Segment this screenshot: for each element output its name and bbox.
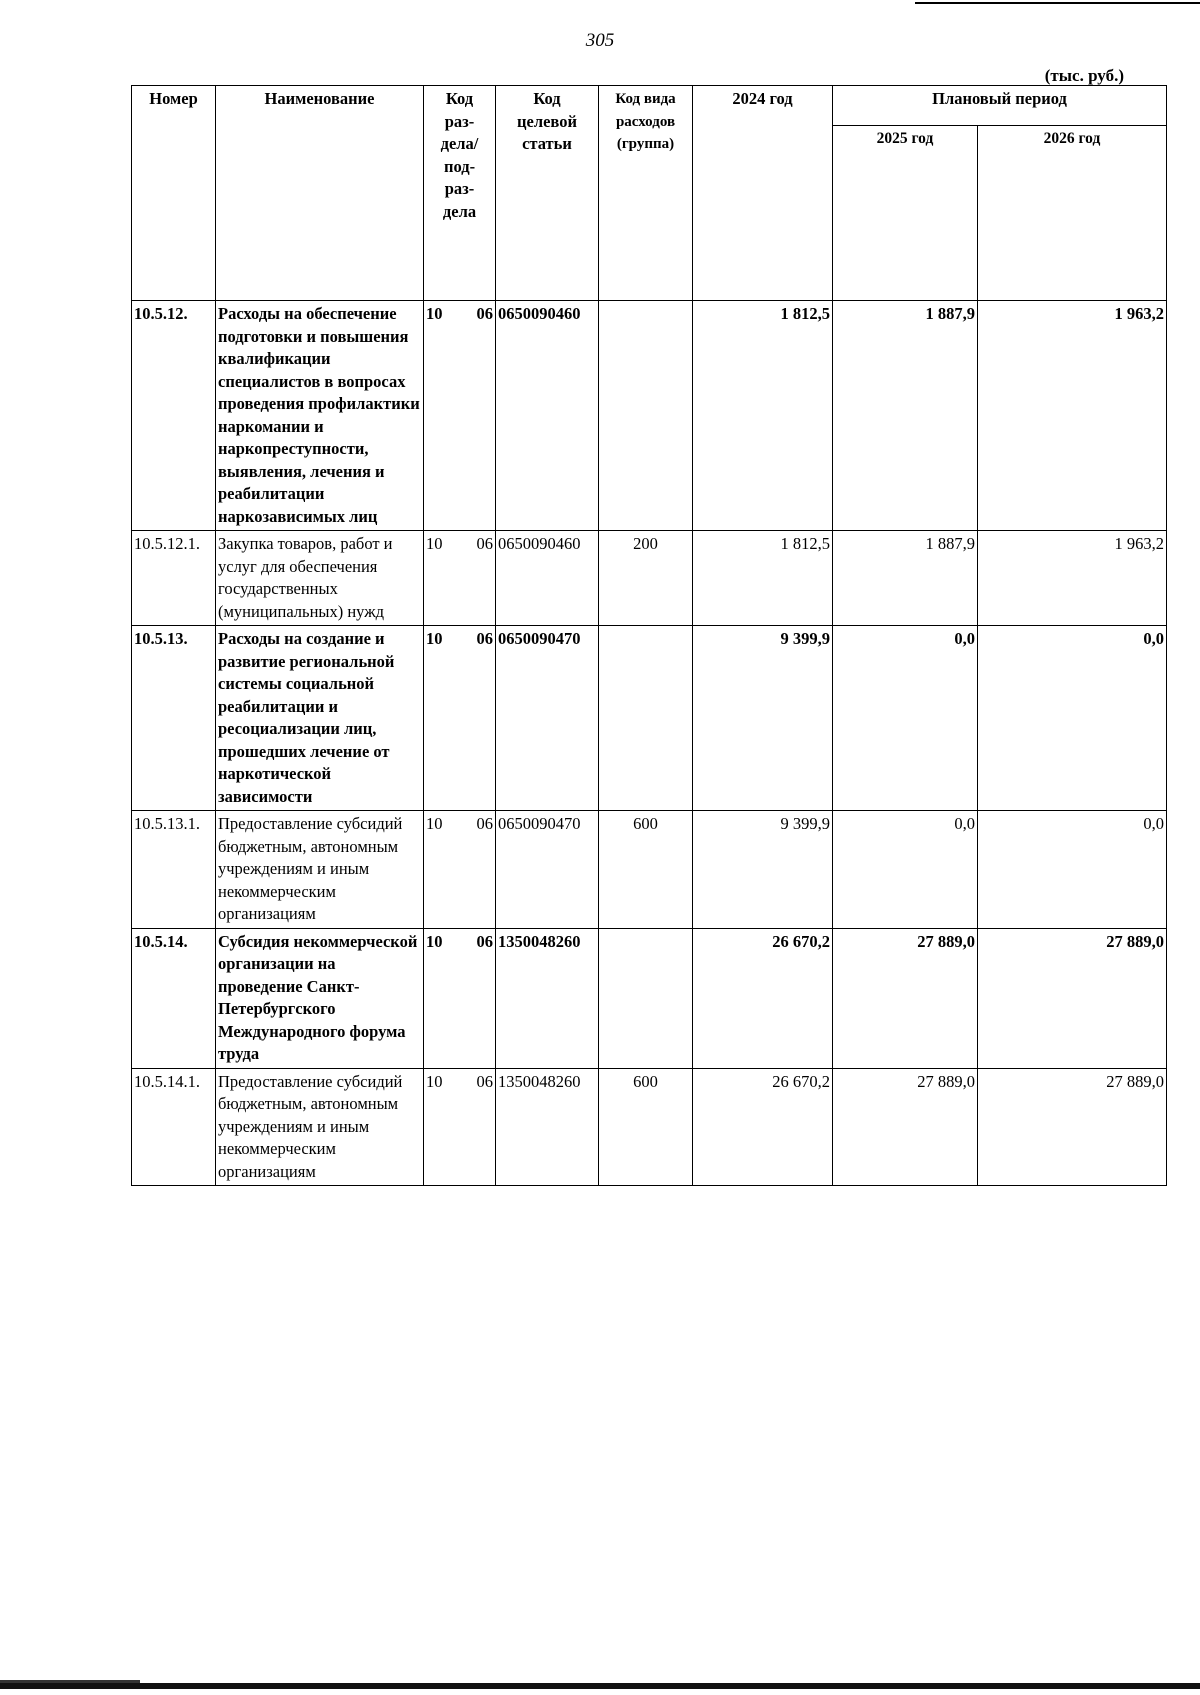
row-amount-2024: 1 812,5 [693,301,833,531]
row-section: 10 [426,629,443,648]
row-number: 10.5.12. [132,301,216,531]
row-expense-type: 600 [599,1068,693,1186]
row-subsection: 06 [476,1071,493,1091]
row-amount-2024: 9 399,9 [693,811,833,929]
row-amount-2026: 1 963,2 [978,301,1167,531]
row-amount-2026: 0,0 [978,626,1167,811]
header-target-code [496,86,599,301]
row-number: 10.5.12.1. [132,531,216,626]
row-target-code: 0650090460 [496,531,599,626]
row-expense-type: 600 [599,811,693,929]
header-section-code [424,86,496,301]
row-section-code [424,626,496,811]
row-amount-2025: 0,0 [833,626,978,811]
header-type-line: (группа) [616,136,675,152]
row-section: 10 [426,304,443,323]
row-amount-2026: 0,0 [978,811,1167,929]
row-section-code [424,811,496,929]
header-target-line: статьи [522,134,572,153]
header-year-2025: 2025 год [833,126,978,301]
row-section-code [424,928,496,1068]
table-body [132,301,1167,1186]
row-subsection: 06 [476,534,493,553]
header-target-line: Код [533,89,561,108]
header-type-line: расходов [615,113,676,130]
row-name: Расходы на обеспечение подготовки и повышения квалификации специалистов в вопросах проведения профилактики наркомании и наркопреступности, выявления, лечения и реабилитации наркозависимых лиц [216,301,424,531]
row-name: Предоставление субсидий бюджетным, автономным учреждениям и иным некоммерческим организациям [216,1068,424,1186]
row-number: 10.5.13. [132,626,216,811]
header-target-line: целевой [517,111,577,131]
row-expense-type: 200 [599,531,693,626]
table-header [132,86,1167,301]
header-section-line: под- [443,156,476,176]
header-name: Наименование [216,86,424,301]
row-target-code: 0650090460 [496,301,599,531]
row-target-code: 0650090470 [496,811,599,929]
header-section-line: дела/ [440,134,479,153]
row-amount-2025: 1 887,9 [833,301,978,531]
row-name: Расходы на создание и развитие региональной системы социальной реабилитации и ресоциализации лиц, прошедших лечение от наркотической зависимости [216,626,424,811]
page-number: 305 [585,30,615,51]
row-amount-2026: 1 963,2 [978,531,1167,626]
header-year-2026: 2026 год [978,126,1167,301]
table-row [132,626,1167,811]
units-label: (тыс. руб.) [1044,66,1124,85]
row-section: 10 [426,1071,443,1091]
row-subsection: 06 [476,814,493,833]
table-row [132,1068,1167,1186]
row-section: 10 [426,814,443,833]
row-amount-2026: 27 889,0 [978,928,1167,1068]
row-section-code [424,301,496,531]
row-name: Предоставление субсидий бюджетным, автономным учреждениям и иным некоммерческим организациям [216,811,424,929]
row-expense-type [599,626,693,811]
header-type-line: Код вида [615,91,676,107]
bottom-edge-rule [0,1683,1200,1689]
row-name: Закупка товаров, работ и услуг для обеспечения государственных (муниципальных) нужд [216,531,424,626]
row-target-code: 1350048260 [496,928,599,1068]
table-row [132,301,1167,531]
row-amount-2024: 26 670,2 [693,928,833,1068]
row-amount-2024: 26 670,2 [693,1068,833,1186]
row-expense-type [599,301,693,531]
budget-table [131,85,1167,1186]
row-amount-2025: 27 889,0 [833,928,978,1068]
row-section: 10 [426,931,443,951]
header-number: Номер [132,86,216,301]
row-number: 10.5.13.1. [132,811,216,929]
row-section-code [424,531,496,626]
header-planning-period: Плановый период [833,86,1167,126]
top-edge-rule [915,2,1200,4]
row-subsection: 06 [476,629,493,648]
row-amount-2024: 9 399,9 [693,626,833,811]
row-amount-2025: 1 887,9 [833,531,978,626]
row-expense-type [599,928,693,1068]
row-name: Субсидия некоммерческой организации на проведение Санкт-Петербургского Международного форума труда [216,928,424,1068]
table-row [132,531,1167,626]
header-section-line: раз- [444,111,475,131]
table-row [132,928,1167,1068]
row-number: 10.5.14.1. [132,1068,216,1186]
row-section-code [424,1068,496,1186]
row-target-code: 1350048260 [496,1068,599,1186]
row-amount-2025: 27 889,0 [833,1068,978,1186]
header-section-line: раз- [444,179,475,198]
row-number: 10.5.14. [132,928,216,1068]
header-year-2024: 2024 год [693,86,833,301]
row-amount-2024: 1 812,5 [693,531,833,626]
header-section-line: Код [445,89,474,108]
header-expense-type [599,86,693,301]
row-target-code: 0650090470 [496,626,599,811]
row-subsection: 06 [476,931,493,951]
row-subsection: 06 [476,304,493,323]
row-amount-2025: 0,0 [833,811,978,929]
row-amount-2026: 27 889,0 [978,1068,1167,1186]
table-row [132,811,1167,929]
row-section: 10 [426,534,443,553]
header-section-line: дела [442,201,477,221]
